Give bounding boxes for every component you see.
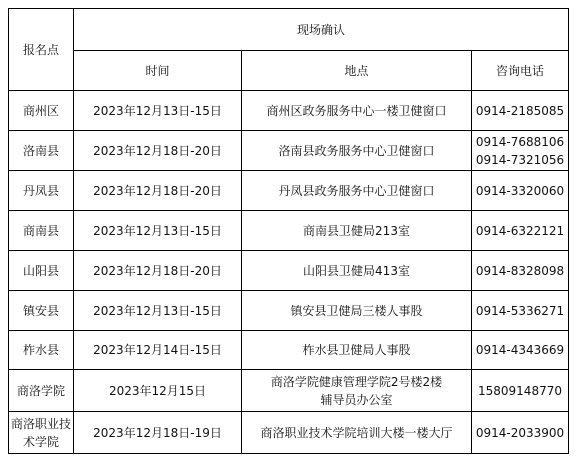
table-row bbox=[9, 291, 569, 331]
place-text: 商南县卫健局213室 bbox=[303, 223, 410, 238]
site-text: 洛南县 bbox=[22, 143, 59, 158]
site-text: 术学院 bbox=[22, 434, 59, 449]
time-cell: 2023年12月13日-15日 bbox=[74, 291, 242, 331]
phone-text: 0914-5336271 bbox=[475, 303, 565, 318]
site-text: 柞水县 bbox=[22, 343, 59, 357]
place-cell bbox=[242, 331, 472, 370]
table-row bbox=[9, 370, 569, 412]
phone-text: 0914-7688106 bbox=[475, 134, 565, 149]
site-text: 丹凤县 bbox=[22, 183, 59, 198]
place-text: 辅导员办公室 bbox=[320, 392, 393, 407]
place-cell bbox=[242, 412, 472, 454]
phone-cell bbox=[472, 251, 569, 291]
place-text: 商洛职业技术学院培训大楼一楼大厅 bbox=[260, 425, 453, 440]
site-text: 商洛职业技 bbox=[11, 416, 72, 431]
site-cell bbox=[9, 91, 74, 131]
time-cell: 2023年12月13日-15日 bbox=[74, 91, 242, 131]
site-cell bbox=[9, 171, 74, 211]
phone-cell bbox=[472, 171, 569, 211]
header-onsite-confirmation: 现场确认 bbox=[74, 9, 569, 51]
site-cell bbox=[9, 291, 74, 331]
table-row bbox=[9, 251, 569, 291]
phone-text: 0914-6322121 bbox=[475, 223, 565, 238]
confirmation-table-wrapper bbox=[8, 8, 568, 463]
site-text: 商南县 bbox=[22, 223, 59, 238]
site-cell bbox=[9, 370, 74, 412]
place-cell bbox=[242, 91, 472, 131]
site-text: 镇安县 bbox=[22, 303, 59, 318]
place-text: 镇安县卫健局三楼人事股 bbox=[290, 303, 423, 318]
header-phone: 咨询电话 bbox=[472, 51, 569, 91]
phone-text: 0914-2185085 bbox=[475, 103, 565, 118]
place-text: 山阳县卫健局413室 bbox=[303, 263, 410, 278]
phone-cell bbox=[472, 412, 569, 454]
phone-cell bbox=[472, 131, 569, 171]
phone-text: 0914-2033900 bbox=[475, 425, 565, 440]
header-site: 报名点 bbox=[9, 9, 74, 91]
site-text: 山阳县 bbox=[22, 263, 59, 278]
place-text: 商州区政务服务中心一楼卫健窗口 bbox=[266, 103, 447, 118]
place-text: 丹凤县政务服务中心卫健窗口 bbox=[278, 183, 435, 198]
phone-text: 0914-8328098 bbox=[475, 263, 565, 278]
table-row bbox=[9, 131, 569, 171]
site-cell bbox=[9, 412, 74, 454]
header-place: 地点 bbox=[242, 51, 472, 91]
site-text: 商洛学院 bbox=[16, 383, 65, 398]
phone-cell bbox=[472, 291, 569, 331]
time-cell: 2023年12月15日 bbox=[74, 370, 242, 412]
site-cell bbox=[9, 131, 74, 171]
header-row-top bbox=[9, 9, 569, 51]
time-cell: 2023年12月13日-15日 bbox=[74, 211, 242, 251]
place-cell bbox=[242, 171, 472, 211]
table-row bbox=[9, 171, 569, 211]
phone-cell bbox=[472, 331, 569, 370]
table-row bbox=[9, 211, 569, 251]
place-cell bbox=[242, 211, 472, 251]
table-row bbox=[9, 91, 569, 131]
time-cell: 2023年12月18日-19日 bbox=[74, 412, 242, 454]
confirmation-table bbox=[8, 8, 569, 454]
site-cell bbox=[9, 211, 74, 251]
phone-text: 15809148770 bbox=[478, 383, 562, 398]
site-cell bbox=[9, 331, 74, 370]
table-row bbox=[9, 331, 569, 370]
time-cell: 2023年12月18日-20日 bbox=[74, 251, 242, 291]
phone-cell bbox=[472, 370, 569, 412]
phone-text: 0914-3320060 bbox=[475, 183, 565, 198]
phone-cell bbox=[472, 91, 569, 131]
time-cell: 2023年12月18日-20日 bbox=[74, 131, 242, 171]
header-time: 时间 bbox=[74, 51, 242, 91]
phone-text: 0914-7321056 bbox=[475, 152, 565, 167]
site-text: 商州区 bbox=[22, 103, 59, 118]
header-row-sub bbox=[9, 51, 569, 91]
phone-cell bbox=[472, 211, 569, 251]
place-text: 洛南县政务服务中心卫健窗口 bbox=[278, 143, 435, 158]
place-cell bbox=[242, 291, 472, 331]
place-cell bbox=[242, 370, 472, 412]
place-cell bbox=[242, 251, 472, 291]
site-cell bbox=[9, 251, 74, 291]
table-row bbox=[9, 412, 569, 454]
place-text: 柞水县卫健局人事股 bbox=[302, 343, 411, 357]
place-cell bbox=[242, 131, 472, 171]
time-cell: 2023年12月18日-20日 bbox=[74, 171, 242, 211]
time-cell: 2023年12月14日-15日 bbox=[74, 331, 242, 370]
place-text: 商洛学院健康管理学院2号楼2楼 bbox=[270, 374, 443, 389]
phone-text: 0914-4343669 bbox=[475, 343, 565, 357]
